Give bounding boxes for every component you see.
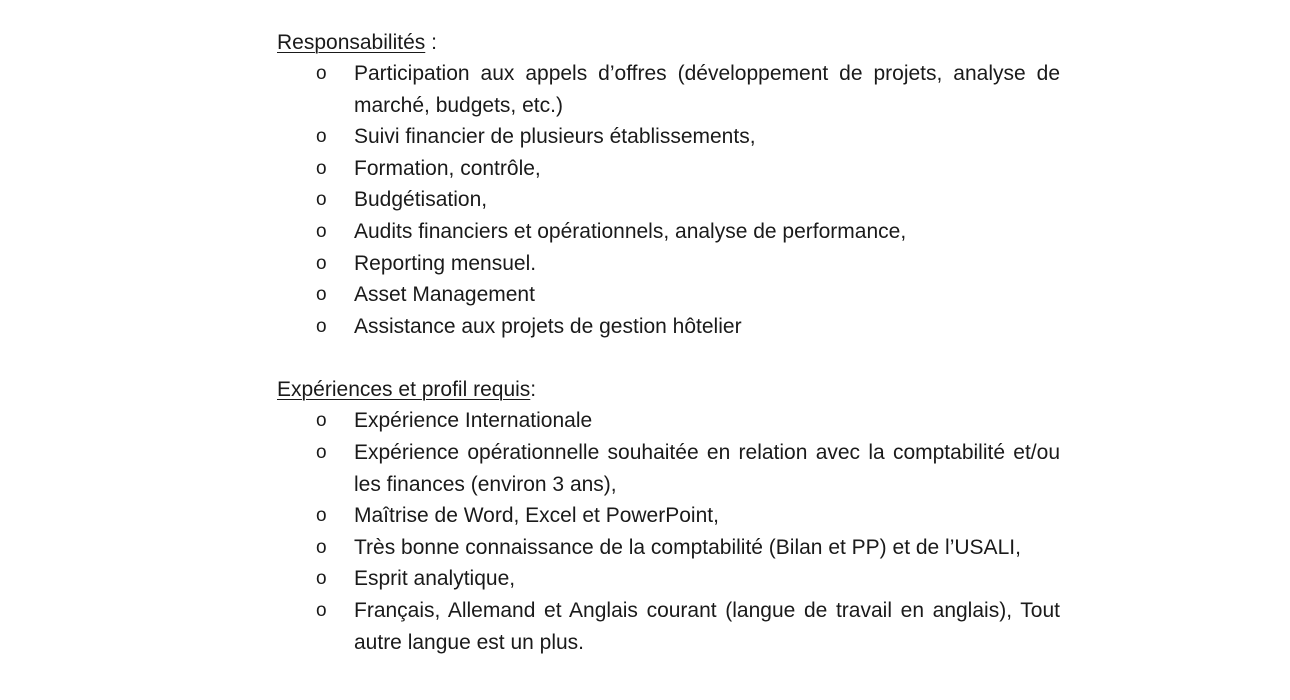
list-item <box>277 248 1060 280</box>
bullet-marker: o <box>316 536 327 558</box>
bullet-marker: o <box>316 284 327 306</box>
bullet-marker: o <box>316 410 327 432</box>
list-item <box>277 595 1060 658</box>
document-content <box>277 27 1060 658</box>
section-heading-experiences <box>277 374 1060 405</box>
list-item <box>277 311 1060 343</box>
section-heading-suffix: : <box>425 31 437 54</box>
list-item <box>277 437 1060 500</box>
bullet-marker: o <box>316 252 327 274</box>
list-item-text: Expérience opérationnelle souhaitée en relation avec la comptabilité et/ou les finances (environ 3 ans), <box>354 440 1060 496</box>
bullet-marker: o <box>316 189 327 211</box>
list-item <box>277 279 1060 311</box>
section-spacer <box>277 342 1060 374</box>
list-item-text: Asset Management <box>354 283 535 307</box>
list-item-text: Suivi financier de plusieurs établissements, <box>354 125 756 149</box>
bullet-marker: o <box>316 441 327 463</box>
bullet-marker: o <box>316 599 327 621</box>
list-item-text: Audits financiers et opérationnels, analyse de performance, <box>354 219 907 243</box>
section-heading-responsabilites <box>277 27 1060 58</box>
list-item <box>277 405 1060 437</box>
bullet-marker: o <box>316 63 327 84</box>
list-item-text: Assistance aux projets de gestion hôtelier <box>354 314 742 338</box>
list-item-text: Français, Allemand et Anglais courant (langue de travail en anglais), Tout autre langue est un plus. <box>354 598 1060 654</box>
list-item <box>277 216 1060 248</box>
list-item <box>277 121 1060 153</box>
list-item-text: Esprit analytique, <box>354 567 516 591</box>
bullet-marker: o <box>316 220 327 242</box>
bullet-marker: o <box>316 568 327 590</box>
bullet-marker: o <box>316 126 327 148</box>
section-heading-label: Expériences et profil requis <box>277 378 531 402</box>
bullet-marker: o <box>316 315 327 337</box>
list-item-text: Budgétisation, <box>354 188 488 212</box>
list-item-text: Reporting mensuel. <box>354 251 537 275</box>
list-item <box>277 563 1060 595</box>
list-item <box>277 532 1060 564</box>
list-item-text: Expérience Internationale <box>354 409 593 433</box>
list-item-text: Très bonne connaissance de la comptabilité (Bilan et PP) et de l’USALI, <box>354 535 1021 559</box>
list-item-text: Participation aux appels d’offres (développement de projets, analyse de marché, budgets, etc.) <box>354 62 1060 117</box>
bullet-marker: o <box>316 505 327 527</box>
list-item <box>277 184 1060 216</box>
responsabilites-list <box>277 58 1060 342</box>
experiences-list <box>277 405 1060 658</box>
list-item <box>277 153 1060 185</box>
list-item-text: Formation, contrôle, <box>354 156 541 180</box>
list-item-text: Maîtrise de Word, Excel et PowerPoint, <box>354 504 719 528</box>
list-item <box>277 500 1060 532</box>
bullet-marker: o <box>316 157 327 179</box>
section-heading-label: Responsabilités <box>277 31 426 54</box>
list-item <box>277 58 1060 121</box>
section-heading-suffix: : <box>530 378 537 402</box>
